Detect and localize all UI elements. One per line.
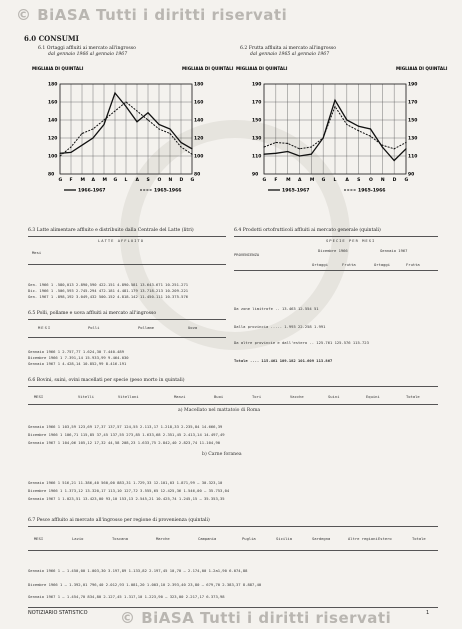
data-point bbox=[125, 101, 126, 102]
x-tick-label: F bbox=[69, 178, 73, 183]
data-point bbox=[299, 155, 300, 156]
data-point bbox=[136, 110, 137, 111]
data-point bbox=[158, 124, 159, 125]
data-point bbox=[370, 136, 371, 137]
s66-sub-b: b) Carne foranea bbox=[202, 452, 242, 457]
data-point bbox=[311, 154, 312, 155]
section-title: 6.0 CONSUMI bbox=[24, 34, 79, 43]
x-tick-label: M bbox=[102, 178, 107, 183]
s64-col: PROVENIENZA bbox=[234, 252, 260, 257]
data-point bbox=[136, 121, 137, 122]
y-tick-label-right: 120 bbox=[194, 136, 204, 142]
y-tick-label-right: 80 bbox=[194, 172, 201, 178]
y-tick-label: 90 bbox=[252, 172, 259, 178]
table-polli bbox=[28, 321, 226, 371]
legend-label: 1966-1967 bbox=[78, 188, 106, 194]
data-point bbox=[92, 137, 93, 138]
col-header: Tori bbox=[252, 394, 262, 399]
data-point bbox=[263, 146, 264, 147]
data-point bbox=[394, 160, 395, 161]
x-tick-label: A bbox=[298, 178, 302, 183]
col-header: MESI bbox=[34, 536, 44, 541]
x-tick-label: L bbox=[333, 178, 337, 183]
x-tick-label: M bbox=[286, 178, 291, 183]
data-point bbox=[147, 112, 148, 113]
chart-ortaggi bbox=[28, 64, 234, 214]
table-row: Dicembre 1966 1 — 1.392,01 796,40 2.012,93 1.081,20 1.003,10 2.393,40 23,80 — 679,70 2.383,37 8.887,40 bbox=[28, 582, 262, 587]
y-tick-label: 100 bbox=[48, 154, 58, 160]
data-point bbox=[147, 119, 148, 120]
table-row: Gennaio 1967 1 — 1.454,70 834,80 2.127,45 1.317,10 1.223,90 — 323,00 2.217,17 6.373,98 bbox=[28, 594, 225, 599]
table-latte bbox=[28, 238, 226, 300]
table-row: Gennaio 1966 1 2.757,77 1.624,30 7.440.489 bbox=[28, 349, 125, 354]
col-header: Equini bbox=[366, 394, 380, 399]
data-point bbox=[323, 137, 324, 138]
data-point bbox=[70, 152, 71, 153]
table-row: Da zone limitrofe .. 13.463 12.554 51 bbox=[234, 306, 319, 311]
chart1-subtitle: dal gennaio 1966 al gennaio 1967 bbox=[48, 52, 128, 57]
y-tick-label: 170 bbox=[252, 100, 262, 106]
col-header: Polli bbox=[88, 325, 100, 330]
s65-caption: 6.5 Polli, pollame e uova affluiti ai mercato all'ingrosso bbox=[28, 311, 157, 316]
data-point bbox=[334, 106, 335, 107]
y-tick-label: 180 bbox=[48, 82, 58, 88]
data-point bbox=[287, 143, 288, 144]
data-point bbox=[346, 124, 347, 125]
table-pesce bbox=[28, 528, 438, 604]
s63-head: LATTE AFFLUITO bbox=[98, 238, 145, 243]
data-point bbox=[158, 128, 159, 129]
y-tick-label-right: 140 bbox=[194, 118, 204, 124]
data-point bbox=[114, 110, 115, 111]
x-tick-label: G bbox=[262, 178, 267, 183]
x-tick-label: G bbox=[321, 178, 326, 183]
y-tick-label-right: 190 bbox=[408, 82, 418, 88]
x-tick-label: M bbox=[309, 178, 315, 183]
data-point bbox=[334, 100, 335, 101]
y-tick-label: 140 bbox=[48, 118, 58, 124]
x-tick-label: A bbox=[345, 178, 349, 183]
table-row: Dalla provincia ..... 1.993 22.258 1.991 bbox=[234, 324, 326, 329]
table-row: Gennaio 1967 1 104,06 105,12 17,32 44,58 208,23 1.633,75 2.842,40 2.823,74 11.104,90 bbox=[28, 440, 221, 445]
ylabel-right: MIGLIAIA DI QUINTALI bbox=[396, 66, 448, 71]
y-tick-label-right: 110 bbox=[408, 154, 418, 160]
chart1-caption: 6.1 Ortaggi affluiti ai mercato all'ingrosso bbox=[38, 46, 136, 51]
chart2-subtitle: dal gennaio 1965 al gennaio 1967 bbox=[250, 52, 330, 57]
s66-caption: 6.6 Bovini, suini, ovini macellati per specie (peso morto in quintali) bbox=[28, 378, 185, 383]
table-row: Gennaio 1966 1 103,59 123,69 17,37 137,57 124,55 2.113,17 1.218,33 2.235,84 14.666,39 bbox=[28, 424, 223, 429]
col-header: Lazio bbox=[72, 536, 84, 541]
x-tick-label: G bbox=[113, 178, 118, 183]
data-point bbox=[81, 133, 82, 134]
data-point bbox=[103, 119, 104, 120]
y-tick-label: 120 bbox=[48, 136, 58, 142]
data-point bbox=[180, 146, 181, 147]
y-tick-label: 150 bbox=[252, 118, 262, 124]
table-row: Gen. 1967 1 .898,192 3.049,432 500.152 4.818.142 11.450.111 10.375.576 bbox=[28, 294, 189, 299]
x-tick-label: N bbox=[168, 178, 173, 183]
data-point bbox=[275, 153, 276, 154]
x-tick-label: O bbox=[369, 178, 373, 183]
data-point bbox=[311, 146, 312, 147]
x-tick-label: F bbox=[274, 178, 278, 183]
col-header: Totale bbox=[406, 394, 420, 399]
data-point bbox=[382, 146, 383, 147]
s64-date1: Dicembre 1966 bbox=[318, 248, 348, 253]
data-point bbox=[191, 154, 192, 155]
col-header: MESI bbox=[38, 325, 52, 330]
y-tick-label: 190 bbox=[252, 82, 262, 88]
data-point bbox=[382, 145, 383, 146]
data-point bbox=[263, 154, 264, 155]
col-header: Sardegna bbox=[312, 536, 331, 541]
table-row: Dicembre 1966 1 106,71 115,85 37,45 137,55 273,85 1.633,68 2.351,45 2.413,14 14.497,49 bbox=[28, 432, 225, 437]
data-point bbox=[103, 124, 104, 125]
s64-date2: Gennaio 1967 bbox=[380, 248, 408, 253]
ylabel-right: MIGLIAIA DI QUINTALI bbox=[182, 66, 234, 71]
s63-col-mesi: Mesi bbox=[32, 250, 42, 255]
chart-frutta bbox=[232, 64, 448, 214]
col-header: Altre regioni bbox=[348, 536, 378, 541]
table-ortofrutta bbox=[234, 238, 438, 368]
legend-label: 1965-1966 bbox=[154, 188, 182, 194]
col-header: Sicilia bbox=[276, 536, 293, 541]
col-header: Puglia bbox=[242, 536, 256, 541]
col-header: Toscana bbox=[112, 536, 129, 541]
col-header: Pollame bbox=[138, 325, 155, 330]
data-point bbox=[346, 119, 347, 120]
col-header: Estero bbox=[378, 536, 392, 541]
s64-caption: 6.4 Prodotti ortofrutticoli affluiti ai mercato generale (quintali) bbox=[234, 228, 381, 233]
table-row: Da altre provincie e dall'estero .. 125.761 125.576 115.723 bbox=[234, 340, 369, 345]
data-point bbox=[70, 146, 71, 147]
y-tick-label-right: 160 bbox=[194, 100, 204, 106]
x-tick-label: L bbox=[124, 178, 128, 183]
y-tick-label-right: 90 bbox=[408, 172, 415, 178]
data-point bbox=[81, 145, 82, 146]
watermark-bottom: © BiASA Tutti i diritti riservati bbox=[120, 609, 392, 627]
data-point bbox=[405, 148, 406, 149]
table-macellati bbox=[28, 388, 438, 506]
data-point bbox=[92, 128, 93, 129]
col-header: Vitelloni bbox=[118, 394, 139, 399]
table-row: Gennaio 1967 1 4.428,14 10.852,99 8.416.191 bbox=[28, 361, 127, 366]
legend-label: 1965-1967 bbox=[282, 188, 310, 194]
y-tick-label: 130 bbox=[252, 136, 262, 142]
y-tick-label-right: 130 bbox=[408, 136, 418, 142]
data-point bbox=[114, 92, 115, 93]
x-tick-label: O bbox=[157, 178, 162, 183]
x-tick-label: G bbox=[190, 178, 195, 183]
data-point bbox=[59, 153, 60, 154]
data-point bbox=[125, 106, 126, 107]
x-tick-label: D bbox=[179, 178, 184, 183]
y-tick-label: 80 bbox=[48, 172, 55, 178]
table-row: Gennaio 1967 1 1.023,51 13.423,00 93,10 153,13 2.545,21 10.425,74 1.245,15 — 35.353,35 bbox=[28, 496, 225, 501]
col-header: Manzi bbox=[174, 394, 186, 399]
ylabel-left: MIGLIAIA DI QUINTALI bbox=[236, 66, 288, 71]
x-tick-label: A bbox=[91, 178, 95, 183]
x-tick-label: A bbox=[135, 178, 139, 183]
data-point bbox=[191, 148, 192, 149]
s64-sub: Frutta bbox=[342, 262, 356, 267]
data-point bbox=[299, 148, 300, 149]
x-tick-label: M bbox=[80, 178, 85, 183]
table-total-row: Totale .... 115.461 109.182 101.609 113.867 bbox=[234, 358, 333, 363]
data-point bbox=[358, 130, 359, 131]
y-tick-label-right: 150 bbox=[408, 118, 418, 124]
col-header: Vitelli bbox=[78, 394, 95, 399]
table-row: Gennaio 1966 1 516,21 11.386,40 560,00 883,31 1.729,33 12.101,03 1.871,99 — 30.323,10 bbox=[28, 480, 223, 485]
y-tick-label-right: 180 bbox=[194, 82, 204, 88]
data-point bbox=[287, 151, 288, 152]
data-point bbox=[169, 133, 170, 134]
x-tick-label: G bbox=[58, 178, 63, 183]
legend-label: 1965-1966 bbox=[358, 188, 386, 194]
x-tick-label: G bbox=[404, 178, 409, 183]
data-point bbox=[169, 128, 170, 129]
col-header: Marche bbox=[156, 536, 170, 541]
col-header: MESI bbox=[34, 394, 44, 399]
data-point bbox=[180, 142, 181, 143]
data-point bbox=[370, 128, 371, 129]
footer-label: NOTIZIARIO STATISTICO bbox=[28, 610, 88, 616]
s64-sub: Ortaggi bbox=[374, 262, 391, 267]
ylabel-left: MIGLIAIA DI QUINTALI bbox=[32, 66, 84, 71]
s63-caption: 6.3 Latte alimentare affluito e distribuito dalla Centrale del Latte (litri) bbox=[28, 228, 194, 233]
table-row: Gennaio 1966 1 — 1.450,00 1.003,30 3.197,89 1.133,82 2.197,45 10,70 — 2.174,00 1.2a1,90 6.074,88 bbox=[28, 568, 248, 573]
x-tick-label: N bbox=[380, 178, 385, 183]
table-row: Dic. 1966 1 .506,593 2.745.294 472.181 4.481.179 13.718.213 10.209.221 bbox=[28, 288, 189, 293]
col-header: Suini bbox=[328, 394, 340, 399]
s67-caption: 6.7 Pesce affluito ai mercato all'ingrosso per regione di provenienza (quintali) bbox=[28, 518, 210, 523]
page-number: 1 bbox=[426, 610, 430, 616]
table-row: Gen. 1966 1 .580,013 2.890,590 422.151 4.890.581 13.643.671 10.251.271 bbox=[28, 282, 189, 287]
y-tick-label: 110 bbox=[252, 154, 262, 160]
x-tick-label: S bbox=[357, 178, 361, 183]
table-row: Dicembre 1966 1 7.391,14 15.933,99 9.464.030 bbox=[28, 355, 129, 360]
data-point bbox=[59, 155, 60, 156]
data-point bbox=[358, 126, 359, 127]
col-header: Totale bbox=[412, 536, 426, 541]
data-point bbox=[394, 148, 395, 149]
x-tick-label: S bbox=[146, 178, 150, 183]
table-row: Dicembre 1966 1 1.373,12 13.320,17 113,10 127,72 3.555,65 12.425,36 1.546,00 — 35.753,04 bbox=[28, 488, 230, 493]
col-header: Buoi bbox=[214, 394, 224, 399]
col-header: Vacche bbox=[290, 394, 304, 399]
s64-sub: Ortaggi bbox=[312, 262, 329, 267]
x-tick-label: D bbox=[392, 178, 397, 183]
data-point bbox=[275, 142, 276, 143]
s64-head: SPECIE PER MESI bbox=[326, 238, 376, 243]
chart2-caption: 6.2 Frutta affluita ai mercato all'ingrosso bbox=[240, 46, 337, 51]
s64-sub: Frutta bbox=[406, 262, 420, 267]
col-header: Uova bbox=[188, 325, 198, 330]
y-tick-label: 160 bbox=[48, 100, 58, 106]
y-tick-label-right: 170 bbox=[408, 100, 418, 106]
watermark-top: © BiASA Tutti i diritti riservati bbox=[16, 6, 288, 24]
y-tick-label-right: 100 bbox=[194, 154, 204, 160]
s66-sub-a: a) Macellato nel mattatoio di Roma bbox=[178, 408, 261, 413]
data-point bbox=[405, 142, 406, 143]
col-header: Campania bbox=[198, 536, 217, 541]
